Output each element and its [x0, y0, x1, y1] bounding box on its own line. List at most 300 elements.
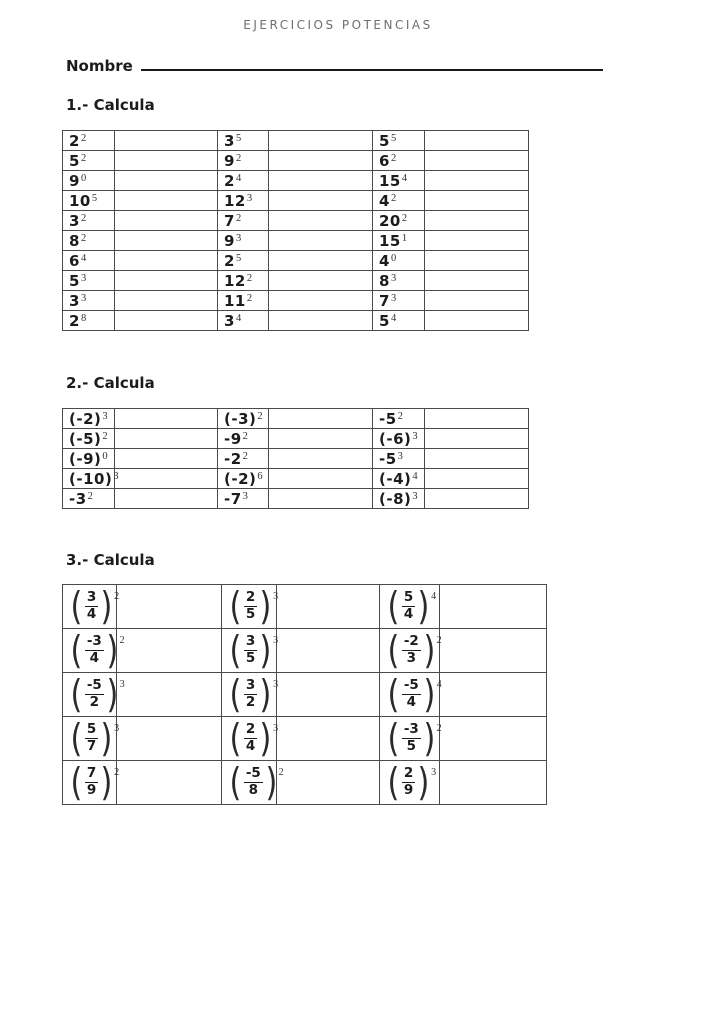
answer-cell — [115, 211, 218, 231]
answer-cell — [277, 629, 380, 673]
fraction-power-expression: ( $\frac{2}{5}$ ) $^3$ — [229, 584, 279, 628]
expression-cell — [218, 211, 269, 231]
answer-cell — [269, 151, 373, 171]
answer-cell — [269, 231, 373, 251]
fraction — [402, 678, 421, 710]
fraction-power-expression: ( $\frac{-2}{3}$ ) $^2$ — [387, 628, 442, 672]
exponent-value: 2 — [278, 766, 284, 778]
base-value: 3 — [224, 312, 235, 330]
answer-cell — [440, 673, 547, 717]
numerator: 3 — [86, 588, 97, 605]
exponent-value: 2 — [246, 273, 253, 284]
expression-cell — [63, 191, 115, 211]
numerator: -5 — [245, 764, 261, 781]
exponent-value: 4 — [436, 678, 442, 690]
expression-cell — [373, 251, 425, 271]
exponent-value: 2 — [397, 411, 403, 422]
exponent-value: 6 — [257, 471, 263, 482]
denominator: 7 — [86, 737, 97, 754]
answer-cell — [115, 151, 218, 171]
expression-cell — [218, 131, 269, 151]
power-expression — [69, 131, 86, 150]
base-value: 9 — [224, 152, 235, 170]
expression-cell — [373, 171, 425, 191]
answer-cell — [117, 673, 222, 717]
exponent-value: 4 — [412, 471, 418, 482]
exponent-value: 2 — [401, 213, 408, 224]
exponent-value: 3 — [273, 590, 279, 602]
answer-cell — [269, 449, 373, 469]
base-value: -5 — [379, 410, 397, 428]
expression-cell — [63, 131, 115, 151]
exponent-value: 2 — [235, 153, 242, 164]
calc-table-2 — [62, 408, 529, 509]
expression-cell — [63, 716, 120, 761]
answer-cell — [115, 449, 218, 469]
answer-cell — [269, 409, 373, 429]
section-2-heading: 2.- Calcula — [66, 374, 155, 392]
fraction — [244, 634, 257, 666]
expression-cell — [63, 211, 115, 231]
exponent-value: 3 — [273, 722, 279, 734]
numerator: -5 — [86, 676, 102, 693]
power-expression — [379, 271, 396, 290]
exponent-value: 3 — [390, 293, 397, 304]
name-blank-line — [141, 58, 603, 71]
fraction-power-expression: ( $\frac{-5}{8}$ ) $^2$ — [229, 760, 284, 804]
fraction — [85, 634, 104, 666]
exponent-value: 3 — [113, 471, 119, 482]
answer-cell — [269, 469, 373, 489]
numerator: 3 — [245, 676, 256, 693]
denominator: 5 — [245, 605, 256, 622]
document-title: EJERCICIOS POTENCIAS — [243, 18, 433, 32]
expression-cell — [373, 469, 425, 489]
answer-cell — [269, 489, 373, 509]
table-row — [63, 131, 529, 151]
base-value: 10 — [69, 192, 91, 210]
power-expression — [69, 271, 86, 290]
answer-cell — [425, 151, 529, 171]
power-expression — [224, 291, 252, 310]
fraction-power-expression: ( $\frac{3}{5}$ ) $^3$ — [229, 628, 279, 672]
power-expression — [224, 409, 263, 428]
exponent-value: 3 — [80, 273, 87, 284]
expression-cell — [373, 311, 425, 331]
answer-cell — [425, 271, 529, 291]
answer-cell — [425, 489, 529, 509]
exponent-value: 4 — [401, 173, 408, 184]
expression-cell — [218, 469, 269, 489]
table-row — [63, 629, 547, 673]
expression-cell — [380, 585, 440, 629]
answer-cell — [440, 761, 547, 805]
exponent-value: 2 — [246, 293, 253, 304]
answer-cell — [115, 409, 218, 429]
answer-cell — [425, 131, 529, 151]
expression-cell — [218, 271, 269, 291]
table-row — [63, 585, 547, 629]
table-row — [63, 761, 547, 805]
base-value: 3 — [224, 132, 235, 150]
answer-cell — [277, 717, 380, 761]
expression-cell — [63, 760, 120, 805]
answer-cell — [425, 171, 529, 191]
fraction — [244, 590, 257, 622]
base-value: 5 — [69, 272, 80, 290]
numerator: -3 — [86, 632, 102, 649]
exponent-value: 2 — [80, 213, 87, 224]
base-value: 11 — [224, 292, 246, 310]
numerator: 2 — [245, 588, 256, 605]
base-value: 4 — [379, 192, 390, 210]
fraction-power-expression: ( $\frac{2}{9}$ ) $^3$ — [387, 760, 437, 804]
exponent-value: 2 — [80, 233, 87, 244]
denominator: 2 — [89, 693, 100, 710]
denominator: 4 — [245, 737, 256, 754]
exponent-value: 5 — [91, 193, 98, 204]
power-expression — [69, 429, 108, 448]
power-expression — [224, 469, 263, 488]
exponent-value: 2 — [80, 133, 87, 144]
base-value: (-3) — [224, 410, 257, 428]
answer-cell — [269, 311, 373, 331]
fraction — [85, 766, 98, 798]
expression-cell — [218, 489, 269, 509]
power-expression — [69, 469, 119, 488]
denominator: 5 — [406, 737, 417, 754]
power-expression — [379, 311, 396, 330]
power-expression — [379, 231, 407, 250]
power-expression — [69, 489, 93, 508]
power-expression — [379, 251, 396, 270]
calc-table-3 — [62, 584, 547, 805]
exponent-value: 2 — [436, 722, 442, 734]
exponent-value: 3 — [273, 634, 279, 646]
denominator: 4 — [86, 605, 97, 622]
exponent-value: 8 — [80, 313, 87, 324]
base-value: 15 — [379, 232, 401, 250]
base-value: 4 — [379, 252, 390, 270]
exponent-value: 5 — [235, 133, 242, 144]
answer-cell — [269, 291, 373, 311]
expression-cell — [63, 628, 125, 673]
base-value: 9 — [224, 232, 235, 250]
answer-cell — [425, 449, 529, 469]
expression-cell — [63, 251, 115, 271]
exponent-value: 3 — [397, 451, 403, 462]
power-expression — [69, 151, 86, 170]
table-row — [63, 489, 529, 509]
expression-cell — [63, 489, 115, 509]
expression-cell — [380, 673, 440, 717]
exponent-value: 0 — [102, 451, 108, 462]
base-value: (-10) — [69, 470, 113, 488]
exponent-value: 2 — [80, 153, 87, 164]
power-expression — [379, 191, 396, 210]
expression-cell — [63, 151, 115, 171]
calc-table-1 — [62, 130, 529, 331]
fraction-power-expression: ( $\frac{-5}{4}$ ) $^4$ — [387, 672, 442, 716]
base-value: 3 — [69, 212, 80, 230]
base-value: 8 — [379, 272, 390, 290]
denominator: 9 — [86, 781, 97, 798]
base-value: 20 — [379, 212, 401, 230]
fraction — [85, 590, 98, 622]
table-row — [63, 191, 529, 211]
expression-cell — [380, 629, 440, 673]
table-row — [63, 231, 529, 251]
base-value: 2 — [224, 252, 235, 270]
exponent-value: 2 — [436, 634, 442, 646]
exponent-value: 3 — [235, 233, 242, 244]
expression-cell — [63, 231, 115, 251]
numerator: 5 — [403, 588, 414, 605]
expression-cell — [373, 291, 425, 311]
answer-cell — [425, 409, 529, 429]
fraction — [85, 722, 98, 754]
denominator: 9 — [403, 781, 414, 798]
power-expression — [69, 191, 97, 210]
table-row — [63, 449, 529, 469]
base-value: (-4) — [379, 470, 412, 488]
expression-cell — [373, 489, 425, 509]
base-value: (-6) — [379, 430, 412, 448]
exponent-value: 3 — [273, 678, 279, 690]
expression-cell — [380, 717, 440, 761]
expression-cell — [63, 271, 115, 291]
exponent-value: 2 — [114, 590, 120, 602]
fraction — [244, 766, 263, 798]
power-expression — [224, 449, 248, 468]
exponent-value: 2 — [242, 451, 248, 462]
table-row — [63, 271, 529, 291]
exponent-value: 3 — [242, 491, 248, 502]
power-expression — [69, 211, 86, 230]
answer-cell — [425, 191, 529, 211]
answer-cell — [115, 311, 218, 331]
name-label: Nombre — [66, 57, 133, 75]
answer-cell — [117, 761, 222, 805]
base-value: 6 — [69, 252, 80, 270]
expression-cell — [373, 449, 425, 469]
expression-cell — [222, 629, 277, 673]
exponent-value: 2 — [102, 431, 108, 442]
expression-cell — [63, 291, 115, 311]
expression-cell — [63, 311, 115, 331]
power-expression — [224, 211, 241, 230]
exponent-value: 3 — [390, 273, 397, 284]
expression-cell — [218, 251, 269, 271]
table-row — [63, 151, 529, 171]
base-value: (-2) — [224, 470, 257, 488]
exponent-value: 3 — [80, 293, 87, 304]
base-value: -7 — [224, 490, 242, 508]
exponent-value: 4 — [235, 313, 242, 324]
base-value: 15 — [379, 172, 401, 190]
denominator: 8 — [248, 781, 259, 798]
answer-cell — [269, 271, 373, 291]
fraction-power-expression: ( $\frac{2}{4}$ ) $^3$ — [229, 716, 279, 760]
answer-cell — [277, 673, 380, 717]
power-expression — [224, 271, 252, 290]
base-value: 5 — [69, 152, 80, 170]
expression-cell — [63, 469, 119, 489]
answer-cell — [440, 717, 547, 761]
exponent-value: 2 — [390, 193, 397, 204]
denominator: 4 — [406, 693, 417, 710]
fraction — [402, 634, 421, 666]
exponent-value: 4 — [235, 173, 242, 184]
power-expression — [69, 251, 86, 270]
table-row — [63, 311, 529, 331]
base-value: 2 — [224, 172, 235, 190]
fraction — [244, 678, 257, 710]
power-expression — [224, 489, 248, 508]
expression-cell — [63, 584, 120, 629]
base-value: 8 — [69, 232, 80, 250]
base-value: 5 — [379, 312, 390, 330]
base-value: 12 — [224, 272, 246, 290]
exponent-value: 2 — [235, 213, 242, 224]
expression-cell — [218, 291, 269, 311]
exponent-value: 2 — [114, 766, 120, 778]
expression-cell — [373, 191, 425, 211]
fraction-power-expression: ( $\frac{7}{9}$ ) $^2$ — [70, 760, 120, 804]
table-row — [63, 469, 529, 489]
answer-cell — [269, 191, 373, 211]
answer-cell — [269, 429, 373, 449]
section-2 — [0, 374, 724, 509]
table-row — [63, 717, 547, 761]
answer-cell — [440, 629, 547, 673]
base-value: -3 — [69, 490, 87, 508]
expression-cell — [222, 585, 277, 629]
power-expression — [69, 171, 86, 190]
section-3 — [0, 551, 724, 805]
answer-cell — [115, 469, 218, 489]
denominator: 2 — [245, 693, 256, 710]
expression-cell — [218, 231, 269, 251]
answer-cell — [117, 717, 222, 761]
expression-cell — [222, 673, 277, 717]
exponent-value: 5 — [390, 133, 397, 144]
base-value: 6 — [379, 152, 390, 170]
answer-cell — [425, 469, 529, 489]
expression-cell — [218, 311, 269, 331]
power-expression — [69, 449, 108, 468]
denominator: 4 — [403, 605, 414, 622]
answer-cell — [115, 271, 218, 291]
fraction-power-expression: ( $\frac{5}{4}$ ) $^4$ — [387, 584, 437, 628]
fraction-power-expression: ( $\frac{-3}{4}$ ) $^2$ — [70, 628, 125, 672]
expression-cell — [63, 449, 115, 469]
numerator: -3 — [403, 720, 419, 737]
fraction-power-expression: ( $\frac{3}{2}$ ) $^3$ — [229, 672, 279, 716]
answer-cell — [115, 489, 218, 509]
power-expression — [69, 231, 86, 250]
base-value: (-9) — [69, 450, 102, 468]
answer-cell — [269, 131, 373, 151]
expression-cell — [373, 211, 425, 231]
answer-cell — [425, 291, 529, 311]
table-row — [63, 673, 547, 717]
power-expression — [379, 449, 403, 468]
fraction — [402, 590, 415, 622]
expression-cell — [218, 409, 269, 429]
name-row — [66, 56, 724, 75]
base-value: 2 — [69, 132, 80, 150]
fraction — [402, 766, 415, 798]
table-row — [63, 409, 529, 429]
answer-cell — [440, 585, 547, 629]
power-expression — [379, 171, 407, 190]
answer-cell — [115, 429, 218, 449]
section-1-heading: 1.- Calcula — [66, 96, 155, 114]
expression-cell — [218, 191, 269, 211]
base-value: (-5) — [69, 430, 102, 448]
expression-cell — [218, 171, 269, 191]
expression-cell — [373, 271, 425, 291]
power-expression — [379, 291, 396, 310]
table-row — [63, 429, 529, 449]
exponent-value: 2 — [87, 491, 93, 502]
power-expression — [224, 191, 252, 210]
exponent-value: 3 — [102, 411, 108, 422]
answer-cell — [425, 251, 529, 271]
base-value: -5 — [379, 450, 397, 468]
power-expression — [224, 131, 241, 150]
answer-cell — [425, 211, 529, 231]
expression-cell — [373, 409, 425, 429]
base-value: 5 — [379, 132, 390, 150]
exponent-value: 3 — [114, 722, 120, 734]
answer-cell — [269, 251, 373, 271]
answer-cell — [269, 171, 373, 191]
base-value: 2 — [69, 312, 80, 330]
expression-cell — [63, 429, 115, 449]
base-value: (-2) — [69, 410, 102, 428]
answer-cell — [425, 311, 529, 331]
expression-cell — [63, 672, 125, 717]
table-row — [63, 291, 529, 311]
power-expression — [224, 231, 241, 250]
answer-cell — [425, 429, 529, 449]
exponent-value: 4 — [80, 253, 87, 264]
table-row — [63, 251, 529, 271]
answer-cell — [277, 585, 380, 629]
section-1 — [0, 96, 724, 331]
answer-cell — [115, 131, 218, 151]
answer-cell — [117, 585, 222, 629]
expression-cell — [218, 449, 269, 469]
base-value: 7 — [379, 292, 390, 310]
base-value: 3 — [69, 292, 80, 310]
base-value: (-8) — [379, 490, 412, 508]
table-row — [63, 211, 529, 231]
fraction-power-expression: ( $\frac{-3}{5}$ ) $^2$ — [387, 716, 442, 760]
answer-cell — [115, 291, 218, 311]
base-value: -2 — [224, 450, 242, 468]
power-expression — [379, 469, 418, 488]
exponent-value: 0 — [390, 253, 397, 264]
expression-cell — [380, 761, 440, 805]
power-expression — [379, 131, 396, 150]
power-expression — [69, 409, 108, 428]
expression-cell — [222, 717, 277, 761]
base-value: -9 — [224, 430, 242, 448]
answer-cell — [269, 211, 373, 231]
